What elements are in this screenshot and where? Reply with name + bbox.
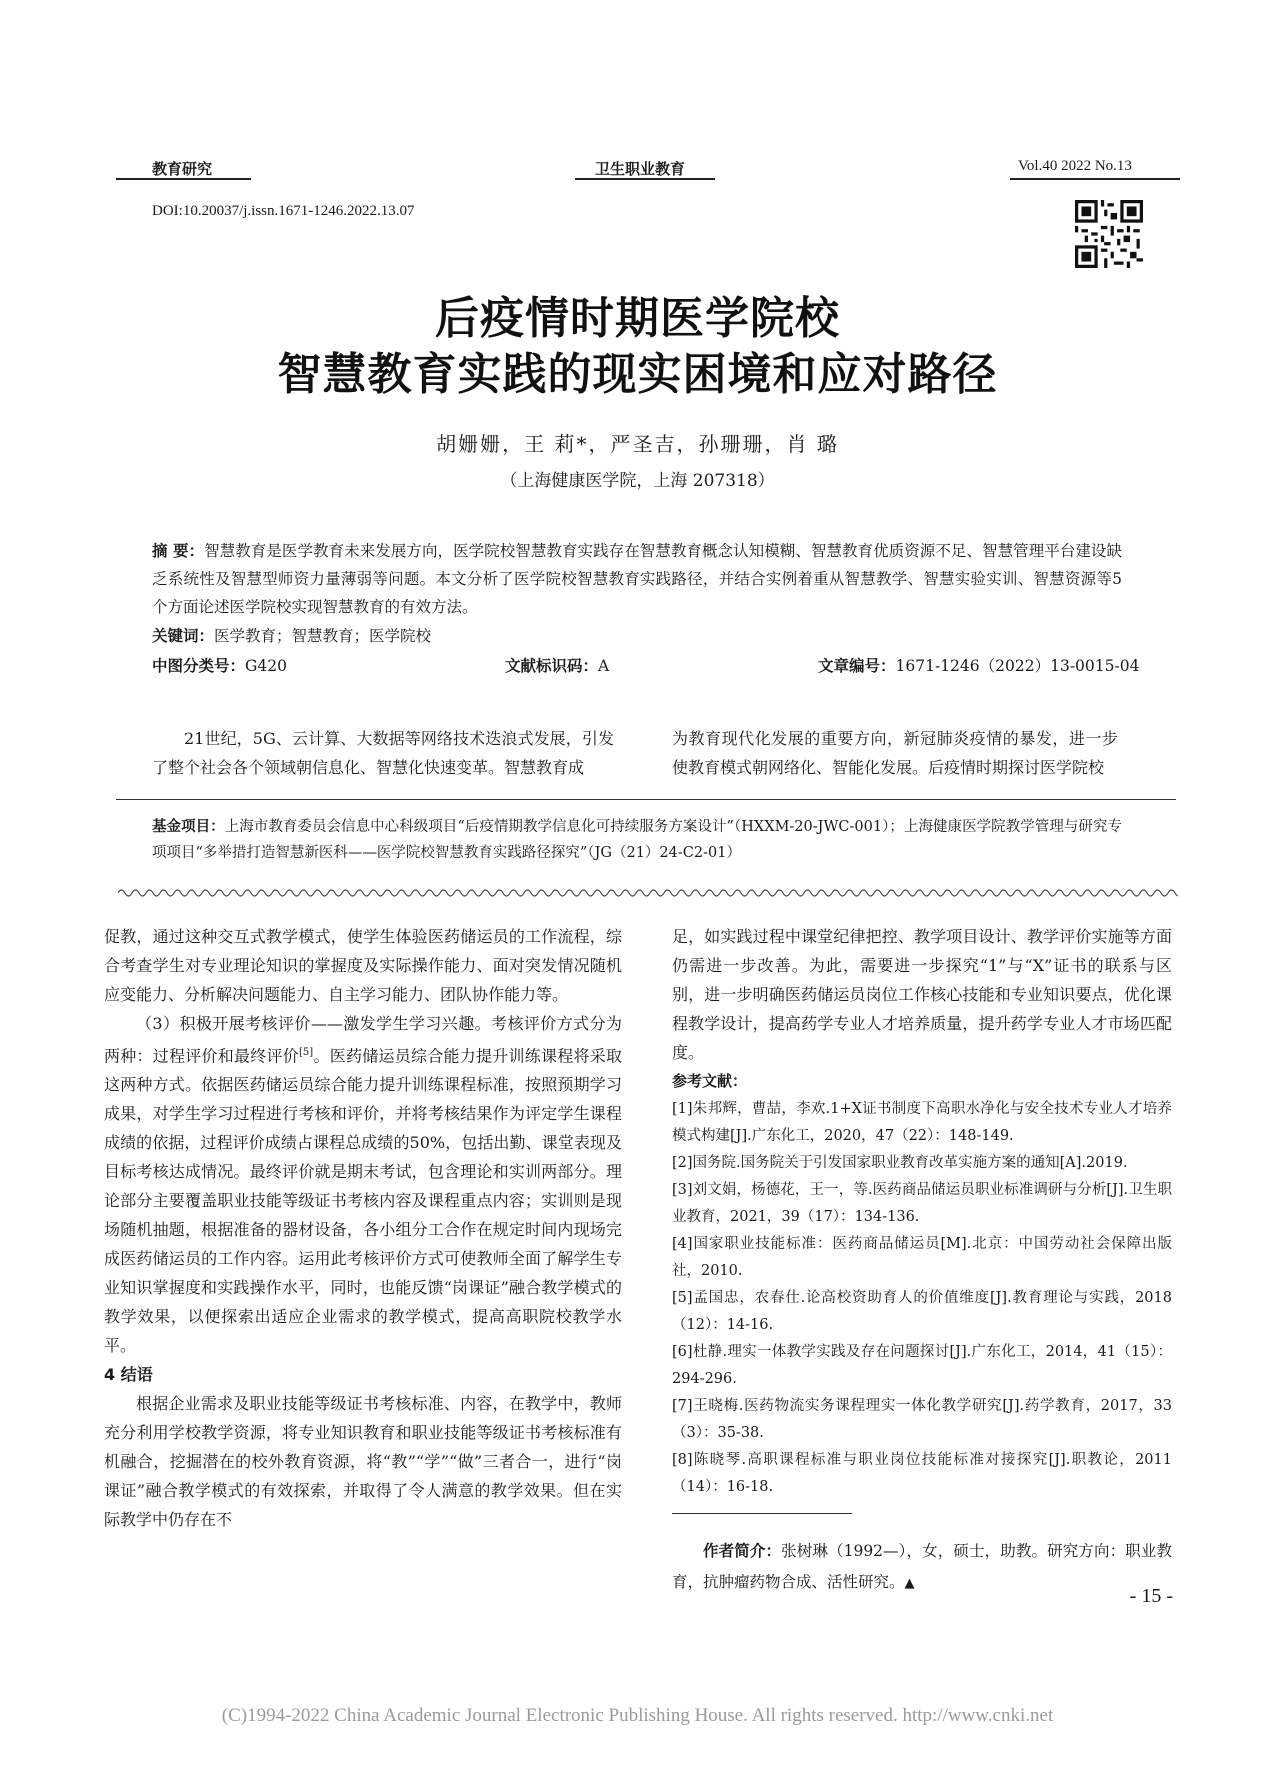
clc-number bbox=[152, 654, 287, 676]
reference-item: [8]陈晓琴.高职课程标准与职业岗位技能标准对接探究[J].职教论，2011（14）：16-18. bbox=[672, 1452, 1172, 1495]
keywords-label: 关键词： bbox=[152, 627, 215, 645]
intro-left: 21世纪，5G、云计算、大数据等网络技术迭浪式发展，引发了整个社会各个领域朝信息化、智慧化快速变革。智慧教育成 bbox=[152, 729, 614, 777]
header-volume: Vol.40 2022 No.13 bbox=[1018, 158, 1132, 174]
body-right-paragraph-1: 足，如实践过程中课堂纪律把控、教学项目设计、教学评价实施等方面仍需进一步改善。为此，需要进一步探究“1”与“X”证书的联系与区别，进一步明确医药储运员岗位工作核心技能和专业知识要点，优化课程教学设计，提高药学专业人才培养质量，提升药学专业人才市场匹配度。 bbox=[672, 927, 1172, 1062]
doi: DOI:10.20037/j.issn.1671-1246.2022.13.07 bbox=[152, 203, 415, 219]
header-rule-right bbox=[1010, 178, 1180, 180]
page-number: - 15 - bbox=[1129, 1585, 1173, 1607]
header-rule-center bbox=[575, 178, 715, 180]
fund-text: 上海市教育委员会信息中心科级项目“后疫情期教学信息化可持续服务方案设计”（HXXM-20-JWC-001）；上海健康医学院教学管理与研究专项项目“多举措打造智慧新医科——医学院校智慧教育实践路径探究”（JG（21）24-C2-01） bbox=[152, 819, 1122, 861]
title-line-2: 智慧教育实践的现实困境和应对路径 bbox=[277, 349, 998, 400]
keywords-text: 医学教育；智慧教育；医学院校 bbox=[214, 627, 432, 645]
abstract-text: 智慧教育是医学教育未来发展方向，医学院校智慧教育实践存在智慧教育概念认知模糊、智慧教育优质资源不足、智慧管理平台建设缺乏系统性及智慧型师资力量薄弱等问题。本文分析了医学院校智慧教育实践路径，并结合实例着重从智慧教学、智慧实验实训、智慧资源等5个方面论述医学院校实现智慧教育的有效方法。 bbox=[152, 542, 1122, 616]
body-left-paragraph-3: 根据企业需求及职业技能等级证书考核标准、内容，在教学中，教师充分利用学校教学资源，将专业知识教育和职业技能等级证书考核标准有机融合，挖掘潜在的校外教育资源，将“教”“学”“做”三者合一，进行“岗课证”融合教学模式的有效探索，并取得了令人满意的教学效果。但在实际教学中仍存在不 bbox=[104, 1394, 622, 1530]
intro-right: 为教育现代化发展的重要方向，新冠肺炎疫情的暴发，进一步使教育模式朝网络化、智能化发展。后疫情时期探讨医学院校 bbox=[672, 729, 1118, 777]
author-list: 胡姗姗，王 莉*，严圣吉，孙珊珊，肖 璐 bbox=[436, 432, 839, 456]
clc-value: G420 bbox=[245, 657, 287, 675]
qr-code-icon bbox=[1075, 200, 1143, 268]
reference-item: [6]杜静.理实一体教学实践及存在问题探讨[J].广东化工，2014，41（15）：294-296. bbox=[672, 1344, 1172, 1387]
body-left-paragraph-2 bbox=[104, 1009, 622, 1360]
body-left-column bbox=[104, 922, 622, 1534]
reference-item: [2]国务院.国务院关于引发国家职业教育改革实施方案的通知[A].2019. bbox=[672, 1155, 1128, 1171]
fund-label: 基金项目： bbox=[152, 819, 225, 835]
affiliation: （上海健康医学院，上海 207318） bbox=[500, 471, 775, 491]
author-bio-label: 作者简介： bbox=[703, 1542, 782, 1560]
paragraph-2-part-1: （3）积极开展考核评价——激发学生学习兴趣。考核评价方式分为两种：过程评价和最终评价 bbox=[104, 1014, 622, 1066]
end-mark-icon: ▲ bbox=[904, 1576, 915, 1591]
abstract bbox=[152, 537, 1122, 621]
article-number-label: 文章编号： bbox=[818, 657, 896, 675]
fund-note bbox=[152, 814, 1122, 866]
abstract-label: 摘 要： bbox=[152, 542, 205, 560]
paragraph-2-part-2: 。医药储运员综合能力提升训练课程将采取这两种方式。依据医药储运员综合能力提升训练课程标准，按照预期学习成果，对学生学习过程进行考核和评价，并将考核结果作为评定学生课程成绩的依据，过程评价成绩占课程总成绩的50%，包括出勤、课堂表现及目标考核达成情况。最终评价就是期末考试，包含理论和实训两部分。理论部分主要覆盖职业技能等级证书考核内容及课程重点内容；实训则是现场随机抽题，根据准备的器材设备，各小组分工合作在规定时间内现场完成医药储运员的工作内容。运用此考核评价方式可使教师全面了解学生专业知识掌握度和实践操作水平，同时，也能反馈“岗课证”融合教学模式的教学效果，以便探索出适应企业需求的教学模式，提高高职院校教学水平。 bbox=[104, 1046, 622, 1356]
article-number bbox=[818, 654, 1139, 676]
header-rule-left bbox=[116, 178, 251, 180]
document-code-value: A bbox=[598, 657, 610, 675]
bio-rule bbox=[672, 1513, 852, 1514]
references-heading: 参考文献： bbox=[672, 1072, 748, 1090]
header-section: 教育研究 bbox=[152, 160, 213, 178]
article-number-value: 1671-1246（2022）13-0015-04 bbox=[895, 657, 1140, 675]
document-code-label: 文献标识码： bbox=[505, 657, 599, 675]
reference-list bbox=[672, 1096, 1172, 1501]
reference-item: [3]刘文娟，杨德花，王一，等.医药商品储运员职业标准调研与分析[J].卫生职业教育，2021，39（17）：134-136. bbox=[672, 1182, 1172, 1225]
reference-item: [4]国家职业技能标准：医药商品储运员[M].北京：中国劳动社会保障出版社，2010. bbox=[672, 1236, 1172, 1279]
clc-label: 中图分类号： bbox=[152, 657, 246, 675]
wavy-divider bbox=[118, 886, 1178, 900]
document-code bbox=[505, 654, 609, 676]
reference-item: [5]孟国忠，农春仕.论高校资助育人的价值维度[J].教育理论与实践，2018（12）：14-16. bbox=[672, 1290, 1172, 1333]
copyright-footer: (C)1994-2022 China Academic Journal Electronic Publishing House. All rights reserved. http://www.cnki.net bbox=[221, 1705, 1054, 1726]
body-right-column bbox=[672, 922, 1172, 1599]
citation-5: [5] bbox=[299, 1047, 314, 1058]
author-bio-text: 张树琳（1992—），女，硕士，助教。研究方向：职业教育，抗肿瘤药物合成、活性研究。 bbox=[672, 1542, 1172, 1591]
title-line-1: 后疫情时期医学院校 bbox=[435, 293, 840, 344]
fund-rule bbox=[116, 799, 1176, 800]
reference-item: [7]王晓梅.医药物流实务课程理实一体化教学研究[J].药学教育，2017，33（3）：35-38. bbox=[672, 1398, 1172, 1441]
section-4-heading: 4 结语 bbox=[104, 1365, 153, 1385]
author-bio bbox=[672, 1536, 1172, 1599]
keywords bbox=[152, 624, 431, 646]
body-left-paragraph-1: 促教，通过这种交互式教学模式，使学生体验医药储运员的工作流程，综合考查学生对专业理论知识的掌握度及实际操作能力、面对突发情况随机应变能力、分析解决问题能力、自主学习能力、团队协作能力等。 bbox=[104, 927, 622, 1004]
header-journal: 卫生职业教育 bbox=[595, 160, 686, 178]
reference-item: [1]朱邦辉，曹喆，李欢.1+X证书制度下高职水净化与安全技术专业人才培养模式构建[J].广东化工，2020，47（22）：148-149. bbox=[672, 1101, 1172, 1144]
